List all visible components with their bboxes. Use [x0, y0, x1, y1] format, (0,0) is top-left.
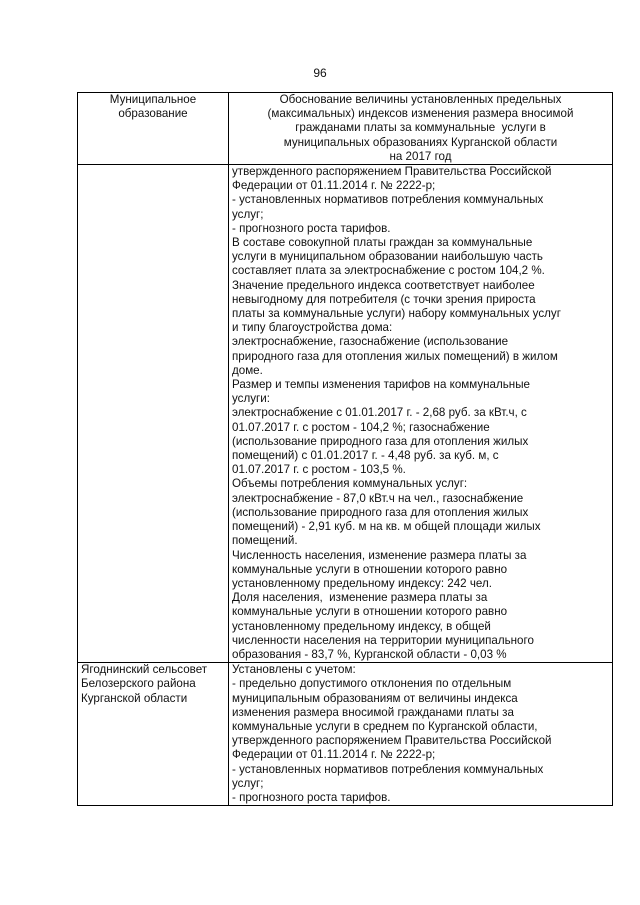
- justification-line: Значение предельного индекса соответствует наиболее: [232, 278, 535, 292]
- justification-line: и типу благоустройства дома:: [232, 321, 393, 335]
- justification-line: платы за коммунальные услуги) набору коммунальных услуг: [232, 307, 561, 321]
- header-line: муниципальных образованиях Курганской области: [283, 135, 558, 149]
- municipality-line: Белозерского района: [81, 677, 196, 691]
- justification-line: установленному предельному индексу, в общей: [232, 619, 491, 633]
- page-number: 96: [313, 66, 327, 80]
- justification-line: электроснабжение - 87,0 кВт.ч на чел., газоснабжение: [232, 491, 524, 505]
- justification-line: Размер и темпы изменения тарифов на коммунальные: [232, 378, 530, 392]
- justification-line: природного газа для отопления жилых помещений) в жилом: [232, 349, 558, 363]
- header-line: образование: [118, 107, 188, 121]
- justification-line: Объемы потребления коммунальных услуг:: [232, 477, 468, 491]
- justification-line: услуг;: [232, 776, 264, 790]
- municipality-line: Ягоднинский сельсовет: [81, 663, 208, 677]
- justification-cell: [229, 165, 613, 663]
- justification-line: невыгодному для потребителя (с точки зрения прироста: [232, 292, 536, 306]
- municipality-line: Курганской области: [81, 691, 188, 705]
- justification-line: (использование природного газа для отопления жилых: [232, 434, 529, 448]
- municipality-cell: [78, 165, 229, 663]
- justification-line: коммунальные услуги в отношении которого равно: [232, 562, 508, 576]
- justification-line: 01.07.2017 г. с ростом - 103,5 %.: [232, 463, 406, 477]
- justification-line: составляет плата за электроснабжение с ростом 104,2 %.: [232, 264, 545, 278]
- header-line: Муниципальное: [109, 93, 197, 106]
- justification-line: (использование природного газа для отопления жилых: [232, 505, 529, 519]
- table-row: [78, 165, 613, 663]
- header-line: (максимальных) индексов изменения размера вносимой: [267, 107, 574, 121]
- tariff-justification-table: [77, 92, 613, 806]
- justification-line: помещений) с 01.01.2017 г. - 4,48 руб. за куб. м, с: [232, 449, 499, 463]
- justification-line: услуг;: [232, 207, 264, 221]
- header-line: на 2017 год: [389, 149, 452, 163]
- justification-line: Численность населения, изменение размера платы за: [232, 548, 527, 562]
- header-line: гражданами платы за коммунальные услуги в: [295, 121, 546, 135]
- justification-line: Доля населения, изменение размера платы за: [232, 591, 488, 605]
- justification-line: муниципальным образованиям от величины индекса: [232, 691, 518, 705]
- table-header-row: [78, 93, 613, 165]
- justification-line: помещений.: [232, 534, 298, 548]
- table-row: [78, 663, 613, 806]
- municipality-cell: [78, 663, 229, 806]
- justification-line: 01.07.2017 г. с ростом - 104,2 %; газоснабжение: [232, 420, 490, 434]
- justification-line: изменения размера вносимой гражданами платы за: [232, 705, 514, 719]
- justification-line: коммунальные услуги в отношении которого равно: [232, 605, 508, 619]
- justification-line: - установленных нормативов потребления коммунальных: [232, 762, 544, 776]
- justification-line: утвержденного распоряжением Правительства Российской: [232, 734, 552, 748]
- justification-line: электроснабжение с 01.01.2017 г. - 2,68 руб. за кВт.ч, с: [232, 406, 527, 420]
- justification-cell: [229, 663, 613, 806]
- justification-line: помещений) - 2,91 куб. м на кв. м общей площади жилых: [232, 520, 541, 534]
- justification-line: образования - 83,7 %, Курганской области - 0,03 %: [232, 647, 507, 661]
- justification-line: доме.: [232, 363, 263, 377]
- justification-column-header: [229, 93, 613, 165]
- justification-line: Федерации от 01.11.2014 г. № 2222-р;: [232, 179, 436, 193]
- justification-line: утвержденного распоряжением Правительства Российской: [232, 165, 552, 179]
- justification-line: услуги в муниципальном образовании наибольшую часть: [232, 250, 543, 264]
- justification-line: численности населения на территории муниципального: [232, 633, 534, 647]
- justification-line: - предельно допустимого отклонения по отдельным: [232, 677, 512, 691]
- justification-line: В составе совокупной платы граждан за коммунальные: [232, 236, 533, 250]
- municipality-column-header: [78, 93, 229, 165]
- justification-line: коммунальные услуги в среднем по Курганской области,: [232, 719, 538, 733]
- justification-line: Федерации от 01.11.2014 г. № 2222-р;: [232, 748, 436, 762]
- justification-line: - прогнозного роста тарифов.: [232, 790, 391, 804]
- justification-line: установленному предельному индексу: 242 чел.: [232, 576, 492, 590]
- justification-line: Установлены с учетом:: [232, 663, 356, 677]
- justification-line: - установленных нормативов потребления коммунальных: [232, 193, 544, 207]
- justification-line: услуги:: [232, 392, 270, 406]
- justification-line: - прогнозного роста тарифов.: [232, 221, 391, 235]
- header-line: Обоснование величины установленных предельных: [279, 93, 562, 106]
- justification-line: электроснабжение, газоснабжение (использование: [232, 335, 509, 349]
